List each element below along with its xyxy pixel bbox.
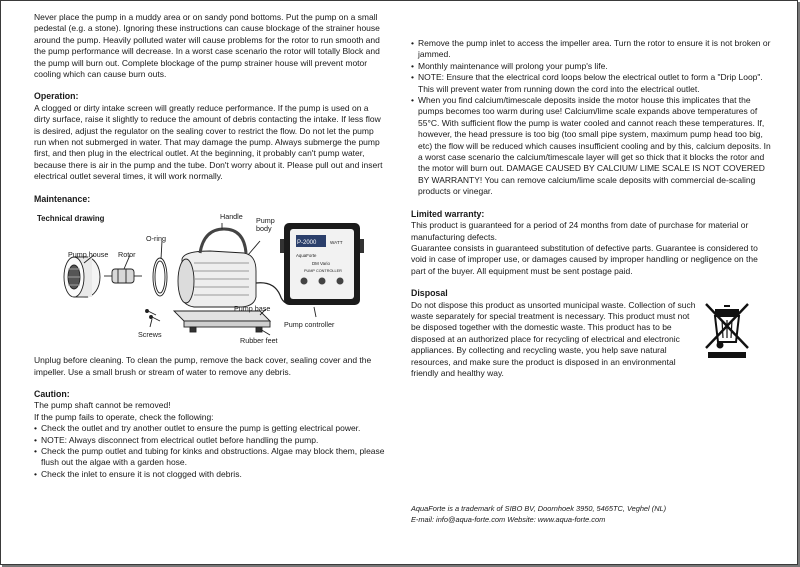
label-rubber-feet: Rubber feet — [240, 336, 278, 346]
controller-brand-text: AquaForte — [296, 253, 317, 259]
caution-list — [34, 423, 386, 480]
label-rotor: Rotor — [118, 250, 136, 260]
controller-watt-text: WATT — [330, 240, 343, 246]
label-pump-base: Pump base — [234, 304, 271, 314]
list-item: • Check the inlet to ensure it is not clogged with debris. — [34, 469, 386, 480]
caution-line-2: If the pump fails to operate, check the following: — [34, 411, 214, 422]
label-pump-house: Pump house — [68, 250, 109, 260]
maintenance-continued-list — [411, 38, 771, 198]
label-pump-body: Pump body — [256, 216, 275, 234]
warranty-heading: Limited warranty: — [411, 208, 485, 219]
list-item: • When you find calcium/timescale deposits inside the motor house this implicates that the pumps becomes too warm during use! Calcium/lime scale expands above temperatures of 55°C. With sufficient flow the pump is water cooled and cannot reach these temperatures. If, however, the head pressure is too big (too small pipe system, maximum pump head too big, etc) the flow will be reduced which causes insufficient cooling and by this, calcium deposits. In a worst case scenario the calcium/timescale layer will get so thick that it blocks the rotor and the motor will burn out. DAMAGE CAUSED BY CALCIUM/ LIME SCALE IS NOT COVERED BY WARRANTY! You can remove calcium/lime scale deposits with commercial de-scaling products or vinegar. — [411, 95, 771, 198]
maintenance-heading: Maintenance: — [34, 193, 91, 204]
maintenance-paragraph: Unplug before cleaning. To clean the pump, remove the back cover, sealing cover and the impeller. Use a small brush or stream of water to remove any debris. — [34, 355, 372, 377]
caution-line-1: The pump shaft cannot be removed! — [34, 400, 171, 411]
technical-drawing — [34, 211, 386, 351]
left-column — [34, 12, 386, 480]
list-item: • NOTE: Ensure that the electrical cord loops below the electrical outlet to form a "Drip Loop". This will prevent water from running down the cord into the electrical outlet. — [411, 72, 771, 95]
warranty-paragraph-2: Guarantee consists in guaranteed substitution of defective parts. Guarantee is considered to void in case of improper use, or damages caused by improper handling or negligence on the part of the buyer. All equipment must be sent postage paid. — [411, 242, 758, 276]
label-o-ring: O-ring — [146, 234, 166, 244]
controller-model-text: DM Vario — [312, 261, 330, 267]
operation-heading: Operation: — [34, 91, 79, 102]
operation-paragraph: A clogged or dirty intake screen will greatly reduce performance. If the pump is used on a dirty surface, raise it slightly to reduce the amount of debris contacting the intake. If less flow is desired, adjust the regulator on the sealing cover to restrict the flow. Do not let the pump run when not submerged in water. That may damage the pump. Always submerge the pump first, and then plug in the electrical outlet. At the beginning, it probably can't pump water, because there is air in the pump and the tube. Don't worry about it. Please pull out and insert electrical outlet several times, it will work normally. — [34, 102, 383, 182]
list-item: • Monthly maintenance will prolong your pump's life. — [411, 61, 771, 72]
crossed-out-wheelie-bin-icon — [700, 300, 754, 360]
disposal-heading: Disposal — [411, 288, 448, 299]
label-screws: Screws — [138, 330, 162, 340]
footer-contact: E-mail: info@aqua-forte.com Website: www.aqua-forte.com — [411, 515, 606, 524]
list-item: • Remove the pump inlet to access the impeller area. Turn the rotor to ensure it is not broken or jammed. — [411, 38, 771, 61]
controller-display-text: P-2000 — [297, 240, 317, 247]
label-pump-controller: Pump controller — [284, 320, 335, 330]
footer-trademark: AquaForte is a trademark of SIBO BV, Doornhoek 3950, 5465TC, Veghel (NL) — [411, 504, 667, 513]
footer — [411, 503, 771, 525]
list-item: • Check the pump outlet and tubing for kinks and obstructions. Algae may block them, please flush out the algae with a garden hose. — [34, 446, 386, 469]
technical-drawing-title: Technical drawing — [37, 214, 105, 224]
list-item: • Check the outlet and try another outlet to ensure the pump is getting electrical power. — [34, 423, 386, 434]
controller-subtitle-text: PUMP CONTROLLER — [304, 269, 342, 274]
disposal-paragraph: Do not dispose this product as unsorted municipal waste. Collection of such waste separately for special treatment is necessary. This product must not be disposed together with the domestic waste. This product has to be disposed at an authorized place for recycling of electrical and electronic appliances. By collecting and recycling waste, you help save natural resources, and make sure the product is disposed in an environmental friendly and healthy way. — [411, 299, 696, 378]
intro-paragraph: Never place the pump in a muddy area or on sandy pond bottoms. Put the pump on a small pedestal (e.g. a stone). Ignoring these instructions can cause blockage of the strainer house around the pump. Heavily polluted water will cause problems for the rotor to run smooth and the pump performance will decrease. In a worst case scenario the rotor will totally Block and the pump will burn out. Complete blockage of the pump strainer house will prevent motor cooling which can cause burn outs. — [34, 12, 380, 80]
list-item: • NOTE: Always disconnect from electrical outlet before handling the pump. — [34, 435, 386, 446]
caution-heading: Caution: — [34, 388, 70, 399]
label-handle: Handle — [220, 212, 243, 222]
warranty-paragraph-1: This product is guaranteed for a period of 24 months from date of purchase for material or manufacturing defects. — [411, 220, 749, 242]
